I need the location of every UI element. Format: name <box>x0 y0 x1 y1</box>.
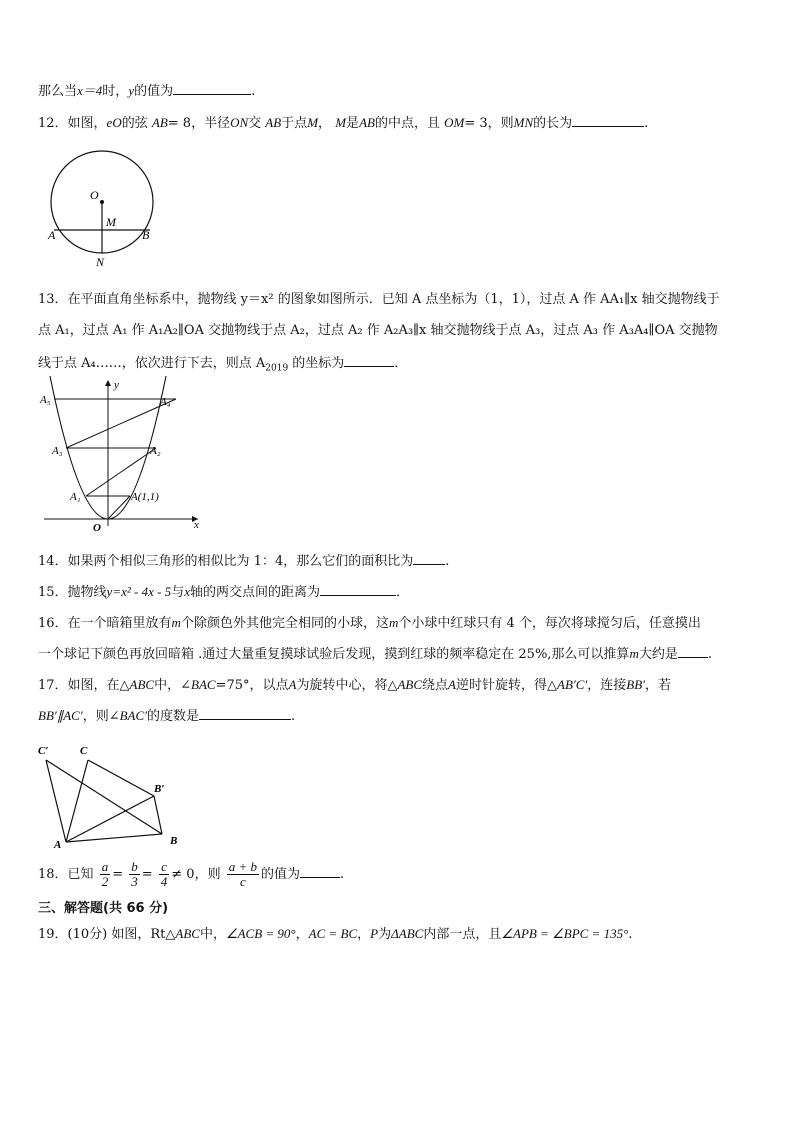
fraction-b-3: $\frac{b}{3}$ <box>131 859 138 889</box>
question-18: 18．已知 $\frac{a}{2}$ = $\frac{b}{3}$ = $\frac{c}{4}$ ≠ 0，则 $\frac{a + b}{c}$ 的值为 . <box>38 859 345 889</box>
label-m: M <box>106 215 116 229</box>
label-a4: A₄ <box>160 396 171 408</box>
label-a1: A₁ <box>70 491 81 503</box>
y-axis-arrow-icon <box>105 380 111 386</box>
answer-blank[interactable] <box>199 707 291 720</box>
label-c: C <box>80 745 88 757</box>
answer-blank[interactable] <box>300 865 340 878</box>
rotation-figure <box>36 738 186 850</box>
answer-blank[interactable] <box>678 645 708 658</box>
question-17-line1: 17．如图，在△ABC中，∠BAC=75°，以点A为旋转中心，将△ABC绕点A逆时针旋转，得△AB′C′，连接BB′，若 <box>38 677 672 693</box>
question-17-line2: BB′∥AC′，则∠BAC′的度数是 . <box>38 708 296 724</box>
fraction-a-2: $\frac{a}{2}$ <box>101 859 109 889</box>
parabola-figure <box>36 376 206 532</box>
section-heading: 三、解答题(共 66 分) <box>38 901 169 916</box>
question-15: 15．抛物线y=x² - 4x - 5与x轴的两交点间的距离为 ． <box>38 584 410 600</box>
label-b: B <box>170 835 178 847</box>
line-o-a <box>108 496 130 519</box>
question-16-line2: 一个球记下颜色再放回暗箱 .通过大量重复摸球试验后发现，摸到红球的频率稳定在 25%,那么可以推算m大约是 . <box>38 646 712 662</box>
side-a-b <box>66 796 154 842</box>
side-cp-bp <box>46 760 165 834</box>
side-a-cp <box>46 760 66 842</box>
question-14: 14．如果两个相似三角形的相似比为 1：4，那么它们的面积比为 . <box>38 554 450 569</box>
answer-blank[interactable] <box>344 354 394 367</box>
label-a: A <box>54 839 62 850</box>
answer-blank[interactable] <box>413 552 445 565</box>
answer-blank[interactable] <box>173 82 251 95</box>
label-a: A(1,1) <box>131 491 159 503</box>
label-a: A <box>48 228 56 242</box>
label-b: B <box>142 228 150 242</box>
center-point <box>100 200 104 204</box>
question-19: 19．(10分) 如图，Rt△ABC中，∠ACB = 90°，AC = BC，P为ΔABC内部一点，且∠APB = ∠BPC = 135°. <box>38 926 633 942</box>
answer-blank[interactable] <box>572 114 644 127</box>
label-x: x <box>194 519 199 531</box>
label-y: y <box>114 379 119 391</box>
line-a1-a2 <box>86 448 156 496</box>
label-o: O <box>90 188 99 202</box>
side-c-b <box>88 760 154 796</box>
label-c-prime: C′ <box>38 745 49 757</box>
question-12: 12．如图，eO的弦 AB= 8，半径ON交 AB于点M， M是AB的中点，且 OM= 3，则MN的长为 . <box>38 115 649 131</box>
question-11-tail: 那么当x＝4时，y的值为 . <box>38 83 256 99</box>
side-a-c <box>66 760 88 842</box>
circle-figure <box>40 150 170 272</box>
segment-bp-b <box>154 796 162 834</box>
label-a3: A₃ <box>52 445 63 457</box>
side-a-bp <box>66 834 162 842</box>
label-n: N <box>96 255 105 269</box>
label-b-prime: B′ <box>154 783 165 795</box>
question-13-line2: 点 A₁，过点 A₁ 作 A₁A₂∥OA 交抛物线于点 A₂，过点 A₂ 作 A₂A₃∥x 轴交抛物线于点 A₃，过点 A₃ 作 A₃A₄∥OA 交抛物 <box>38 323 718 338</box>
question-13-line1: 13．在平面直角坐标系中，抛物线 y＝x² 的图象如图所示．已知 A 点坐标为（1，1），过点 A 作 AA₁∥x 轴交抛物线于 <box>38 292 720 307</box>
question-13-line3: 线于点 A₄……，依次进行下去，则点 $A_{2019}$ 的坐标为 ． <box>38 356 408 374</box>
fraction-ab-c: $\frac{a + b}{c}$ <box>228 859 258 889</box>
label-a2: A₂ <box>150 445 161 457</box>
answer-blank[interactable] <box>320 583 396 596</box>
fraction-c-4: $\frac{c}{4}$ <box>160 859 168 889</box>
label-origin: O <box>93 522 101 532</box>
label-a5: A₅ <box>40 394 51 406</box>
question-16-line1: 16．在一个暗箱里放有m个除颜色外其他完全相同的小球，这m个小球中红球只有 4 个，每次将球搅匀后，任意摸出 <box>38 615 701 631</box>
